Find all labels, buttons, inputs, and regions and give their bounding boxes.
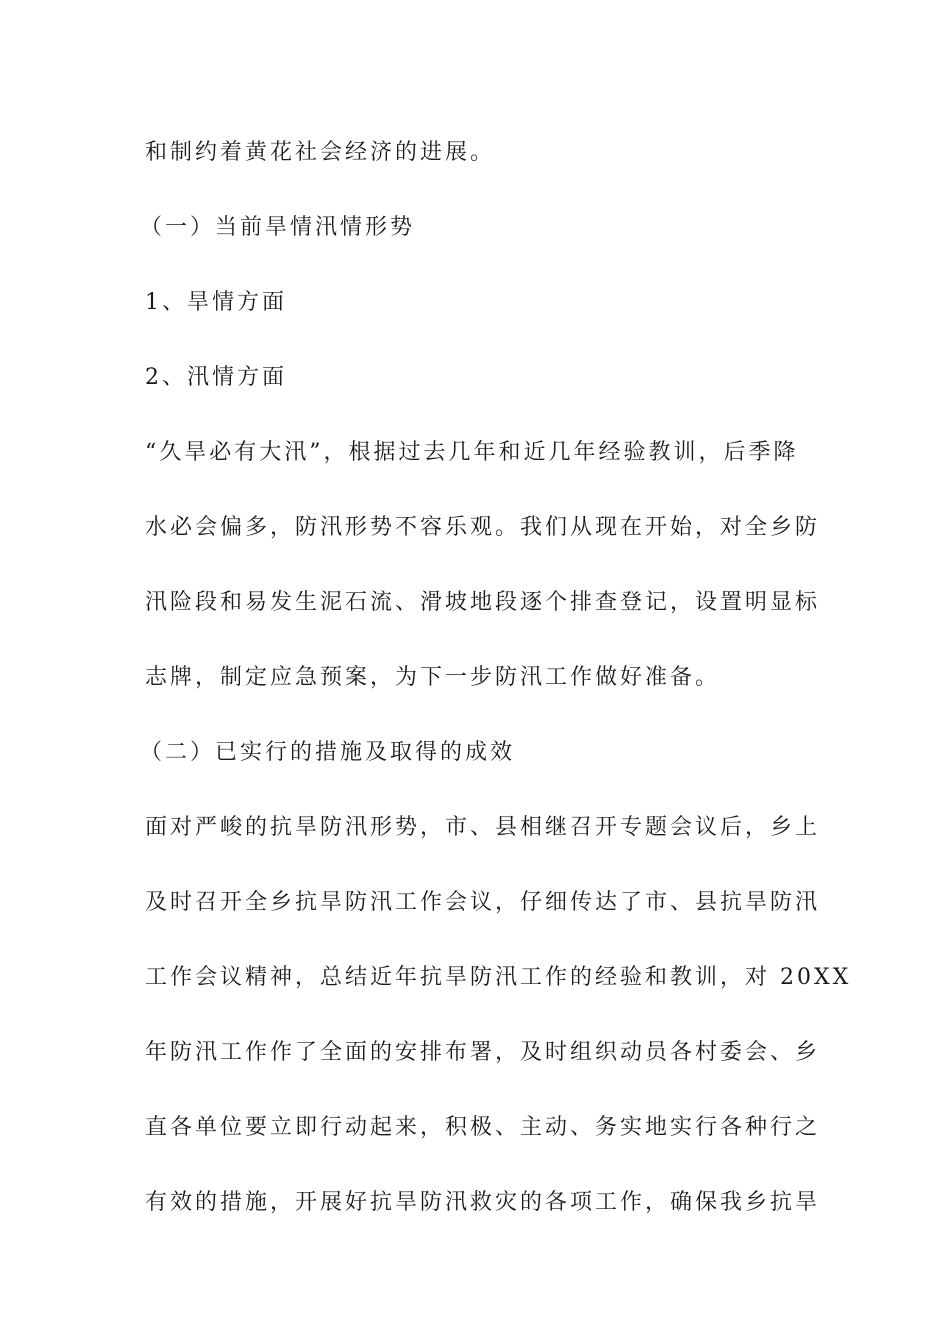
paragraph-line: 和制约着黄花社会经济的进展。 <box>145 140 496 165</box>
paragraph-line: “久旱必有大汛”，根据过去几年和近几年经验教训，后季降 <box>145 440 799 465</box>
section-heading-current-situation: （一）当前旱情汛情形势 <box>140 215 416 240</box>
paragraph-line: 工作会议精神，总结近年抗旱防汛工作的经验和教训，对 20XX <box>145 965 852 990</box>
paragraph-line: 汛险段和易发生泥石流、滑坡地段逐个排查登记，设置明显标 <box>145 590 821 615</box>
paragraph-line: 有效的措施，开展好抗旱防汛救灾的各项工作，确保我乡抗旱 <box>145 1190 821 1215</box>
subheading-drought: 1、旱情方面 <box>145 290 287 315</box>
paragraph-line: 面对严峻的抗旱防汛形势，市、县相继召开专题会议后，乡上 <box>145 815 821 840</box>
paragraph-line: 年防汛工作作了全面的安排布署，及时组织动员各村委会、乡 <box>145 1040 821 1065</box>
section-heading-measures: （二）已实行的措施及取得的成效 <box>140 740 516 765</box>
paragraph-line: 水必会偏多，防汛形势不容乐观。我们从现在开始，对全乡防 <box>145 515 821 540</box>
subheading-flood: 2、汛情方面 <box>145 365 287 390</box>
paragraph-line: 直各单位要立即行动起来，积极、主动、务实地实行各种行之 <box>145 1115 821 1140</box>
paragraph-line: 志牌，制定应急预案，为下一步防汛工作做好准备。 <box>145 665 721 690</box>
paragraph-line: 及时召开全乡抗旱防汛工作会议，仔细传达了市、县抗旱防汛 <box>145 890 821 915</box>
